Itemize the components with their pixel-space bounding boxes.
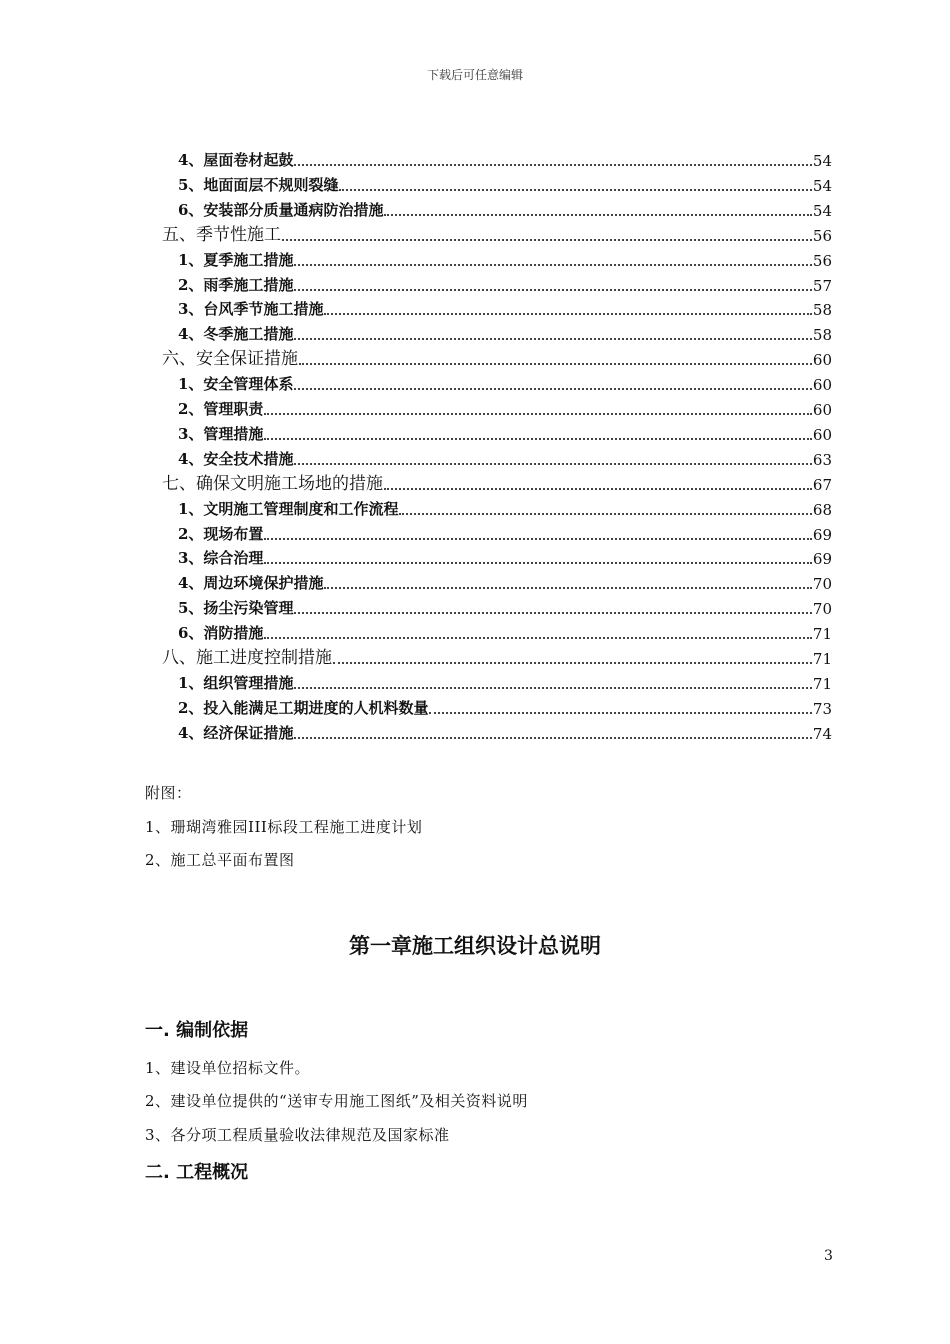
toc-entry-page: 69 [812, 525, 832, 544]
toc-entry-label: 3、台风季节施工措施 [178, 300, 324, 319]
toc-entry[interactable] [178, 497, 832, 519]
toc-entry[interactable] [178, 297, 832, 319]
toc-entry-page: 58 [812, 326, 832, 345]
appendix-item: 1、珊瑚湾雅园III标段工程施工进度计划 [145, 818, 423, 836]
toc-leader-dots [384, 487, 812, 490]
toc-leader-dots [294, 387, 811, 390]
toc-entry[interactable] [178, 621, 832, 643]
toc-entry-page: 71 [812, 674, 832, 693]
toc-entry[interactable] [178, 447, 832, 469]
toc-entry[interactable] [162, 646, 832, 668]
toc-entry[interactable] [178, 571, 832, 593]
toc-entry-label: 五、季节性施工 [162, 224, 281, 245]
toc-entry-label: 1、组织管理措施 [178, 673, 294, 692]
toc-entry[interactable] [178, 696, 832, 718]
basis-item: 3、各分项工程质量验收法律规范及国家标准 [145, 1126, 450, 1144]
toc-leader-dots [294, 163, 811, 166]
toc-leader-dots [282, 238, 812, 241]
toc-entry-label: 5、地面面层不规则裂缝 [178, 175, 339, 194]
toc-entry-label: 1、夏季施工措施 [178, 250, 294, 269]
toc-entry[interactable] [178, 721, 832, 743]
toc-leader-dots [333, 661, 812, 664]
toc-entry[interactable] [162, 347, 832, 369]
toc-leader-dots [264, 537, 811, 540]
toc-entry-page: 70 [812, 575, 832, 594]
header-note: 下载后可任意编辑 [426, 68, 523, 82]
toc-entry-label: 2、雨季施工措施 [178, 275, 294, 294]
toc-entry[interactable] [178, 546, 832, 568]
toc-leader-dots [294, 337, 811, 340]
appendix-item: 2、施工总平面布置图 [145, 851, 295, 869]
toc-entry-page: 60 [812, 425, 832, 444]
toc-entry-page: 63 [812, 450, 832, 469]
toc-leader-dots [294, 288, 811, 291]
toc-entry-page: 56 [812, 251, 832, 270]
chapter-title: 第一章施工组织设计总说明 [349, 934, 601, 958]
toc-entry-label: 2、管理职责 [178, 400, 264, 418]
toc-leader-dots [339, 188, 811, 191]
toc-entry-label: 4、周边环境保护措施 [178, 574, 324, 593]
toc-entry-page: 70 [812, 600, 832, 619]
toc-entry[interactable] [178, 372, 832, 394]
toc-entry[interactable] [178, 422, 832, 444]
toc-entry-label: 3、综合治理 [178, 549, 264, 568]
toc-leader-dots [294, 686, 811, 689]
toc-leader-dots [264, 437, 811, 440]
toc-entry-label: 七、确保文明施工场地的措施 [162, 473, 383, 494]
toc-entry-label: 4、冬季施工措施 [178, 325, 294, 344]
toc-leader-dots [384, 213, 811, 216]
toc-leader-dots [324, 312, 811, 315]
toc-entry[interactable] [178, 671, 832, 693]
toc-entry-page: 60 [812, 376, 832, 395]
toc-leader-dots [294, 462, 811, 465]
toc-entry[interactable] [178, 322, 832, 344]
toc-entry-label: 1、安全管理体系 [178, 375, 294, 394]
toc-entry-page: 71 [812, 650, 832, 668]
toc-leader-dots [299, 362, 812, 365]
toc-entry[interactable] [178, 148, 832, 170]
toc-entry-page: 60 [812, 401, 832, 419]
toc-leader-dots [264, 636, 811, 639]
toc-leader-dots [264, 412, 811, 415]
toc-entry-page: 57 [812, 276, 832, 295]
toc-entry-label: 5、扬尘污染管理 [178, 599, 294, 618]
toc-entry-page: 54 [812, 201, 832, 220]
toc-entry-label: 2、现场布置 [178, 524, 264, 543]
toc-entry-page: 56 [812, 226, 832, 245]
toc-entry-page: 73 [812, 699, 832, 718]
toc-leader-dots [324, 586, 811, 589]
toc-entry-page: 60 [812, 351, 832, 370]
toc-entry[interactable] [162, 223, 832, 245]
appendix-heading: 附图： [145, 784, 192, 802]
toc-entry-label: 4、屋面卷材起鼓 [178, 151, 294, 169]
toc-entry-label: 4、经济保证措施 [178, 723, 294, 742]
toc-entry[interactable] [178, 273, 832, 295]
toc-leader-dots [429, 711, 811, 714]
page-number: 3 [824, 1248, 833, 1264]
toc-leader-dots [294, 611, 811, 614]
toc-entry-page: 54 [812, 152, 832, 170]
toc-entry[interactable] [178, 522, 832, 544]
basis-item: 1、建设单位招标文件。 [145, 1059, 311, 1077]
toc-entry-page: 58 [812, 301, 832, 320]
toc-entry-page: 54 [812, 176, 832, 195]
toc-leader-dots [399, 512, 811, 515]
toc-entry-label: 八、施工进度控制措施 [162, 648, 332, 668]
toc-entry-label: 六、安全保证措施 [162, 349, 298, 370]
toc-leader-dots [264, 561, 811, 564]
toc-entry-page: 67 [812, 475, 832, 494]
toc-entry-label: 3、管理措施 [178, 424, 264, 443]
toc-entry-label: 2、投入能满足工期进度的人机料数量 [178, 698, 429, 717]
toc-leader-dots [294, 736, 811, 739]
toc-entry[interactable] [178, 198, 832, 220]
section-heading: 一. 编制依据 [145, 1020, 249, 1041]
basis-item: 2、建设单位提供的“送审专用施工图纸”及相关资料说明 [145, 1092, 528, 1110]
toc-entry-label: 6、安装部分质量通病防治措施 [178, 200, 384, 219]
toc-entry[interactable] [178, 596, 832, 618]
toc-entry[interactable] [162, 472, 832, 494]
toc-entry[interactable] [178, 248, 832, 270]
toc-leader-dots [294, 263, 811, 266]
toc-entry-page: 74 [812, 724, 832, 743]
toc-entry[interactable] [178, 397, 832, 419]
toc-entry-label: 4、安全技术措施 [178, 449, 294, 468]
toc-entry-label: 1、文明施工管理制度和工作流程 [178, 499, 399, 518]
section-heading: 二. 工程概况 [145, 1162, 249, 1183]
toc-entry[interactable] [178, 173, 832, 195]
toc-entry-label: 6、消防措施 [178, 624, 264, 643]
toc-entry-page: 71 [812, 625, 832, 644]
toc-entry-page: 68 [812, 500, 832, 519]
toc-entry-page: 69 [812, 550, 832, 569]
